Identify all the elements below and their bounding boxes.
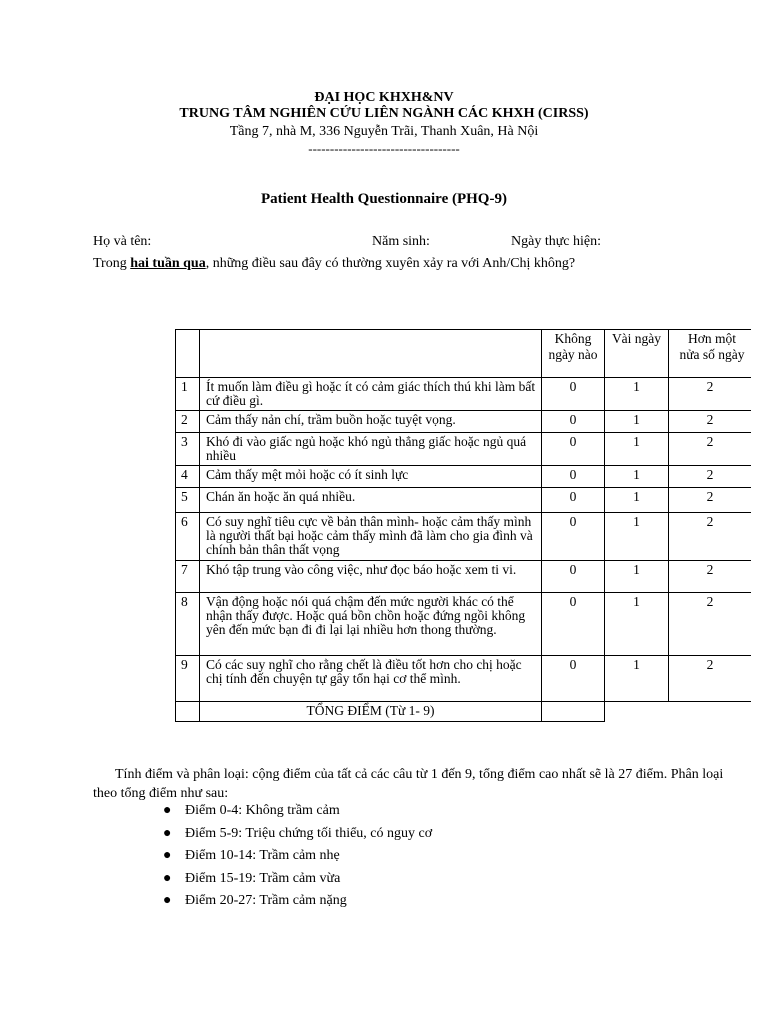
table-row	[176, 378, 752, 411]
score-more-than-half[interactable]: 2	[669, 488, 752, 513]
table-row	[176, 411, 752, 433]
table-row	[176, 593, 752, 656]
table-row	[176, 488, 752, 513]
score-more-than-half[interactable]: 2	[669, 411, 752, 433]
total-label: TỔNG ĐIỂM (Từ 1- 9)	[200, 702, 542, 722]
question-text: Ít muốn làm điều gì hoặc ít có cảm giác thích thú khi làm bất cứ điều gì.	[200, 378, 542, 411]
list-item	[163, 802, 432, 825]
list-item	[163, 892, 432, 915]
score-several-days[interactable]: 1	[605, 561, 669, 593]
question-text: Có các suy nghĩ cho rằng chết là điều tốt hơn cho chị hoặc chị tính đến chuyện tự gây tổn hại cơ thể mình.	[200, 656, 542, 702]
severity-levels-list	[163, 802, 432, 915]
score-more-than-half[interactable]: 2	[669, 378, 752, 411]
total-row	[176, 702, 752, 722]
question-number: 7	[176, 561, 200, 593]
score-not-at-all[interactable]: 0	[542, 411, 605, 433]
research-center-name: TRUNG TÂM NGHIÊN CỨU LIÊN NGÀNH CÁC KHXH (CIRSS)	[179, 106, 589, 121]
score-more-than-half[interactable]: 2	[669, 561, 752, 593]
severity-level-text: Điểm 20-27: Trầm cảm nặng	[185, 893, 347, 908]
header-empty-question	[200, 330, 542, 378]
question-number: 6	[176, 513, 200, 561]
header-more-than-half-text: Hơn một nửa số ngày	[679, 331, 745, 362]
intro-after: , những điều sau đây có thường xuyên xảy ra với Anh/Chị không?	[205, 256, 576, 271]
name-label: Họ và tên:	[93, 234, 152, 249]
score-not-at-all[interactable]: 0	[542, 378, 605, 411]
question-number: 4	[176, 466, 200, 488]
score-not-at-all[interactable]: 0	[542, 488, 605, 513]
date-label: Ngày thực hiện:	[511, 234, 602, 249]
score-more-than-half[interactable]: 2	[669, 656, 752, 702]
header-not-at-all: Không ngày nào	[542, 330, 605, 378]
bullet-icon: ●	[163, 803, 172, 818]
severity-level-text: Điểm 10-14: Trầm cảm nhẹ	[185, 848, 340, 863]
question-text: Vận động hoặc nói quá chậm đến mức người khác có thể nhận thấy được. Hoặc quá bồn chồn hoặc đứng ngồi không yên đến mức bạn đi đi lại lại nhiều hơn thong thường.	[200, 593, 542, 656]
list-item	[163, 847, 432, 870]
score-several-days[interactable]: 1	[605, 656, 669, 702]
intro-question	[93, 256, 575, 272]
question-text: Khó đi vào giấc ngủ hoặc khó ngủ thẳng giấc hoặc ngủ quá nhiều	[200, 433, 542, 466]
score-several-days[interactable]: 1	[605, 411, 669, 433]
intro-emphasis: hai tuần qua	[130, 256, 206, 271]
score-not-at-all[interactable]: 0	[542, 513, 605, 561]
page-title: Patient Health Questionnaire (PHQ-9)	[261, 191, 507, 207]
score-several-days[interactable]: 1	[605, 593, 669, 656]
list-item	[163, 870, 432, 893]
table-row	[176, 561, 752, 593]
question-text: Cảm thấy mệt mỏi hoặc có ít sinh lực	[200, 466, 542, 488]
score-more-than-half[interactable]: 2	[669, 513, 752, 561]
total-empty-no	[176, 702, 200, 722]
address: Tầng 7, nhà M, 336 Nguyễn Trãi, Thanh Xuân, Hà Nội	[229, 124, 539, 139]
list-item	[163, 825, 432, 848]
question-number: 8	[176, 593, 200, 656]
question-number: 1	[176, 378, 200, 411]
question-number: 9	[176, 656, 200, 702]
intro-before: Trong	[93, 256, 131, 271]
table-row	[176, 466, 752, 488]
severity-level-text: Điểm 0-4: Không trầm cảm	[185, 803, 340, 818]
bullet-icon: ●	[163, 870, 172, 886]
scoring-instructions	[93, 765, 733, 803]
scoring-paragraph: Tính điểm và phân loại: cộng điểm của tất cả các câu từ 1 đến 9, tổng điểm cao nhất sẽ là 27 điểm. Phân loại theo tổng điểm như sau:	[93, 767, 724, 801]
bullet-icon: ●	[163, 825, 172, 841]
score-several-days[interactable]: 1	[605, 488, 669, 513]
total-score-cell[interactable]	[542, 702, 605, 722]
question-text: Cảm thấy nản chí, trầm buồn hoặc tuyệt vọng.	[200, 411, 542, 433]
score-several-days[interactable]: 1	[605, 466, 669, 488]
score-several-days[interactable]: 1	[605, 378, 669, 411]
score-more-than-half[interactable]: 2	[669, 433, 752, 466]
header-rule: -----------------------------------	[308, 141, 460, 156]
score-not-at-all[interactable]: 0	[542, 593, 605, 656]
table-row	[176, 656, 752, 702]
header-more-than-half	[669, 330, 752, 378]
birth-year-label: Năm sinh:	[372, 234, 430, 249]
score-more-than-half[interactable]: 2	[669, 466, 752, 488]
question-number: 2	[176, 411, 200, 433]
table-row	[176, 513, 752, 561]
university-name: ĐẠI HỌC KHXH&NV	[314, 90, 454, 105]
table-header-row	[176, 330, 752, 378]
header-empty-no	[176, 330, 200, 378]
header-several-days: Vài ngày	[605, 330, 669, 378]
question-text: Chán ăn hoặc ăn quá nhiều.	[200, 488, 542, 513]
bullet-icon: ●	[163, 893, 172, 908]
table-body	[176, 378, 752, 702]
question-text: Khó tập trung vào công việc, như đọc báo hoặc xem ti vi.	[200, 561, 542, 593]
score-several-days[interactable]: 1	[605, 433, 669, 466]
phq9-table	[175, 329, 751, 722]
severity-level-text: Điểm 5-9: Triệu chứng tối thiểu, có nguy cơ	[185, 825, 433, 841]
score-not-at-all[interactable]: 0	[542, 433, 605, 466]
score-not-at-all[interactable]: 0	[542, 466, 605, 488]
table-row	[176, 433, 752, 466]
score-not-at-all[interactable]: 0	[542, 561, 605, 593]
question-number: 5	[176, 488, 200, 513]
bullet-icon: ●	[163, 848, 172, 863]
severity-level-text: Điểm 15-19: Trầm cảm vừa	[185, 870, 341, 886]
question-number: 3	[176, 433, 200, 466]
total-blank-1	[605, 702, 669, 722]
question-text: Có suy nghĩ tiêu cực về bản thân mình- hoặc cảm thấy mình là người thất bại hoặc cảm thấy mình đã làm cho gia đình và chính bản thân thất vọng	[200, 513, 542, 561]
score-not-at-all[interactable]: 0	[542, 656, 605, 702]
score-more-than-half[interactable]: 2	[669, 593, 752, 656]
total-blank-2	[669, 702, 752, 722]
score-several-days[interactable]: 1	[605, 513, 669, 561]
